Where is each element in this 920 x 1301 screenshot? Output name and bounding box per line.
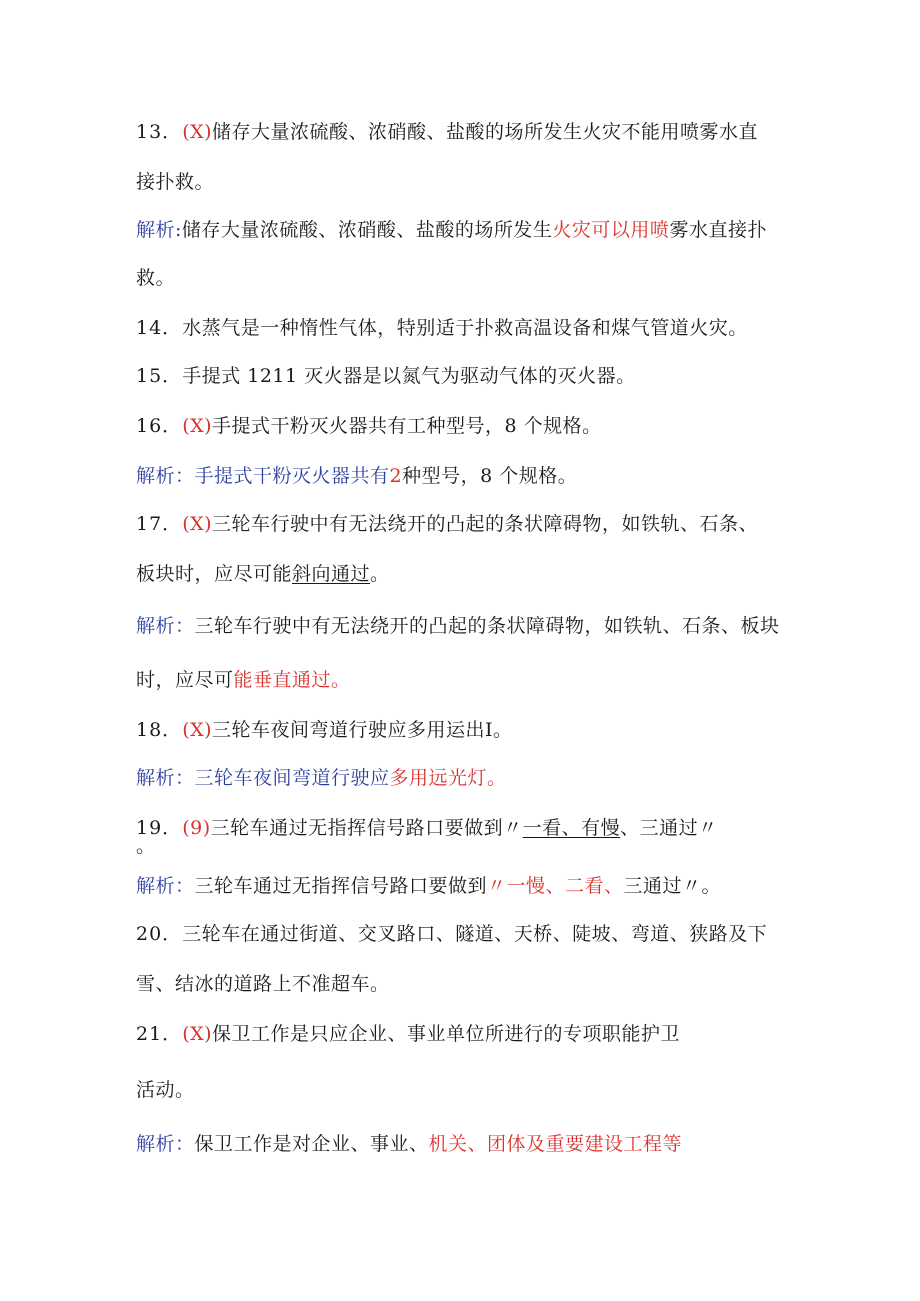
q13-explanation-line2 bbox=[136, 266, 175, 290]
q17-text-cont: 板块时，应尽可能 bbox=[136, 563, 293, 585]
q18-exp-label: 解析： bbox=[136, 767, 195, 789]
q17-exp-label: 解析： bbox=[136, 615, 195, 637]
q20-text-cont: 雪、结冰的道路上不准超车。 bbox=[136, 973, 390, 995]
q16-number: 16． bbox=[136, 415, 183, 437]
q18-mark: (X) bbox=[182, 719, 213, 741]
q13-line2 bbox=[136, 170, 214, 194]
q13-exp-highlight: 火灾可以用喷 bbox=[552, 219, 670, 241]
q13-text-cont: 接扑救。 bbox=[136, 171, 215, 193]
q21-exp-label: 解析： bbox=[136, 1133, 195, 1155]
q18-text: 三轮车夜间弯道行驶应多用运出Ⅰ。 bbox=[212, 719, 513, 741]
q19-line1 bbox=[136, 816, 718, 840]
q13-exp-text-b: 雾水直接扑 bbox=[669, 219, 767, 241]
q14-number: 14． bbox=[136, 317, 183, 339]
q20-number: 20． bbox=[136, 923, 183, 945]
q16-line bbox=[136, 414, 602, 438]
q15-number: 15． bbox=[136, 365, 183, 387]
q13-exp-label: 解析: bbox=[136, 219, 182, 241]
q13-exp-text-cont: 救。 bbox=[136, 267, 176, 289]
q19-line2 bbox=[136, 834, 156, 858]
q16-text: 手提式干粉灭火器共有工种型号，8 个规格。 bbox=[212, 415, 602, 437]
q17-explanation-line2 bbox=[136, 668, 351, 692]
q17-exp-text: 三轮车行驶中有无法绕开的凸起的条状障碍物，如铁轨、石条、板块 bbox=[194, 615, 780, 637]
q18-exp-highlight: 多用远光灯。 bbox=[389, 767, 507, 789]
q21-exp-text: 保卫工作是对企业、事业、 bbox=[194, 1133, 429, 1155]
q13-text: 储存大量浓硫酸、浓硝酸、盐酸的场所发生火灾不能用喷雾水直 bbox=[212, 121, 759, 143]
q17-explanation bbox=[136, 614, 780, 638]
q17-number: 17． bbox=[136, 513, 183, 535]
q16-mark: (X) bbox=[182, 415, 213, 437]
q13-line1 bbox=[136, 120, 758, 144]
q16-exp-text: 手提式干粉灭火器共有 bbox=[194, 465, 390, 487]
q17-exp-highlight: 能垂直通过。 bbox=[233, 669, 351, 691]
q18-number: 18． bbox=[136, 719, 183, 741]
q19-exp-text: 三轮车通过无指挥信号路口要做到 bbox=[194, 875, 488, 897]
q17-mark: (X) bbox=[182, 513, 213, 535]
q16-exp-highlight: 2 bbox=[389, 465, 403, 487]
q19-underlined: 一看、有慢 bbox=[522, 817, 621, 839]
q16-exp-label: 解析： bbox=[136, 465, 195, 487]
q17-exp-text-cont: 时，应尽可 bbox=[136, 669, 234, 691]
q19-exp-text-b: 三通过〃。 bbox=[623, 875, 722, 897]
q15-line bbox=[136, 364, 636, 388]
q15-text: 手提式 1211 灭火器是以氮气为驱动气体的灭火器。 bbox=[182, 365, 636, 387]
q20-line1 bbox=[136, 922, 767, 946]
q16-explanation bbox=[136, 464, 577, 488]
q19-mark: (9) bbox=[182, 817, 211, 839]
q17-text-end: 。 bbox=[370, 563, 390, 585]
q20-line2 bbox=[136, 972, 390, 996]
q21-mark: (X) bbox=[182, 1023, 213, 1045]
q14-text: 水蒸气是一种惰性气体，特别适于扑救高温设备和煤气管道火灾。 bbox=[182, 317, 748, 339]
q21-line2 bbox=[136, 1078, 195, 1102]
q16-exp-text-b: 种型号，8 个规格。 bbox=[402, 465, 578, 487]
q13-explanation bbox=[136, 218, 767, 242]
q17-line2 bbox=[136, 562, 390, 586]
q17-text: 三轮车行驶中有无法绕开的凸起的条状障碍物，如铁轨、石条、 bbox=[212, 513, 759, 535]
q19-explanation bbox=[136, 874, 721, 898]
q21-exp-highlight: 机关、团体及重要建设工程等 bbox=[428, 1133, 683, 1155]
q21-text-cont: 活动。 bbox=[136, 1079, 195, 1101]
q19-text-b: 、三通过〃 bbox=[620, 817, 718, 839]
q18-explanation bbox=[136, 766, 507, 790]
q17-underlined: 斜向通过 bbox=[292, 563, 371, 585]
q19-text: 三轮车通过无指挥信号路口要做到〃 bbox=[210, 817, 523, 839]
q13-mark: (X) bbox=[182, 121, 213, 143]
q13-exp-text: 储存大量浓硫酸、浓硝酸、盐酸的场所发生 bbox=[181, 219, 553, 241]
q19-exp-label: 解析： bbox=[136, 875, 195, 897]
q21-line1 bbox=[136, 1022, 680, 1046]
q19-exp-highlight: 〃一慢、二看、 bbox=[487, 875, 624, 897]
q18-line bbox=[136, 718, 513, 742]
q21-explanation bbox=[136, 1132, 682, 1156]
q19-text-cont: 。 bbox=[136, 835, 156, 857]
q14-line bbox=[136, 316, 748, 340]
q21-text: 保卫工作是只应企业、事业单位所进行的专项职能护卫 bbox=[212, 1023, 681, 1045]
q21-number: 21． bbox=[136, 1023, 183, 1045]
q17-line1 bbox=[136, 512, 758, 536]
q19-number: 19． bbox=[136, 817, 183, 839]
q20-text: 三轮车在通过街道、交叉路口、隧道、天桥、陡坡、弯道、狭路及下 bbox=[182, 923, 768, 945]
q18-exp-text: 三轮车夜间弯道行驶应 bbox=[194, 767, 390, 789]
q13-number: 13． bbox=[136, 121, 183, 143]
